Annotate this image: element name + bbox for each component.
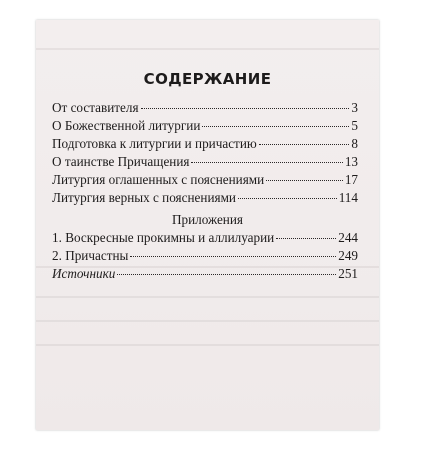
dot-leader (141, 108, 350, 109)
toc-title: СОДЕРЖАНИЕ (143, 70, 272, 88)
toc-entry-label: Подготовка к литургии и причастию (52, 136, 257, 151)
toc-entry-label: 1. Воскресные прокимны и аллилуарии (52, 230, 275, 245)
toc-entry (52, 248, 358, 265)
dot-leader (117, 274, 336, 275)
toc-entry-page: 13 (344, 154, 358, 169)
toc-entry (52, 118, 358, 135)
dot-leader (276, 238, 336, 239)
toc-entry (52, 136, 358, 153)
toc-entry-page: 8 (351, 136, 358, 151)
show-through-line (36, 344, 379, 346)
show-through-line (36, 296, 379, 298)
toc-entry (52, 100, 358, 117)
toc-entry (52, 190, 358, 207)
toc-entry-page: 249 (338, 248, 358, 263)
dot-leader (259, 144, 350, 145)
dot-leader (238, 198, 337, 199)
toc-entry-page: 5 (351, 118, 358, 133)
toc-entry-page: 251 (338, 266, 358, 281)
toc-entry-page: 114 (338, 190, 358, 205)
toc-entry (52, 172, 358, 189)
toc-entry-label: От составителя (52, 100, 139, 115)
dot-leader (266, 180, 343, 181)
toc-entry-label: 2. Причастны (52, 248, 129, 263)
show-through-line (36, 48, 379, 50)
toc-entry (52, 266, 358, 283)
show-through-line (36, 320, 379, 322)
dot-leader (191, 162, 342, 163)
toc-entry-label: О таинстве Причащения (52, 154, 190, 169)
toc-entry (52, 230, 358, 247)
toc-entry-label: Литургия верных с пояснениями (52, 190, 236, 205)
appendix-heading: Приложения (172, 212, 243, 227)
toc-entry (52, 154, 358, 171)
toc-entry-page: 3 (351, 100, 358, 115)
toc-entry-label: Литургия оглашенных с пояснениями (52, 172, 265, 187)
dot-leader (130, 256, 336, 257)
dot-leader (202, 126, 349, 127)
toc-entry-label: О Божественной литургии (52, 118, 201, 133)
toc-entry-label: Источники (52, 266, 116, 281)
toc-entry-page: 17 (344, 172, 358, 187)
toc-entry-page: 244 (338, 230, 358, 245)
book-page (36, 20, 379, 430)
